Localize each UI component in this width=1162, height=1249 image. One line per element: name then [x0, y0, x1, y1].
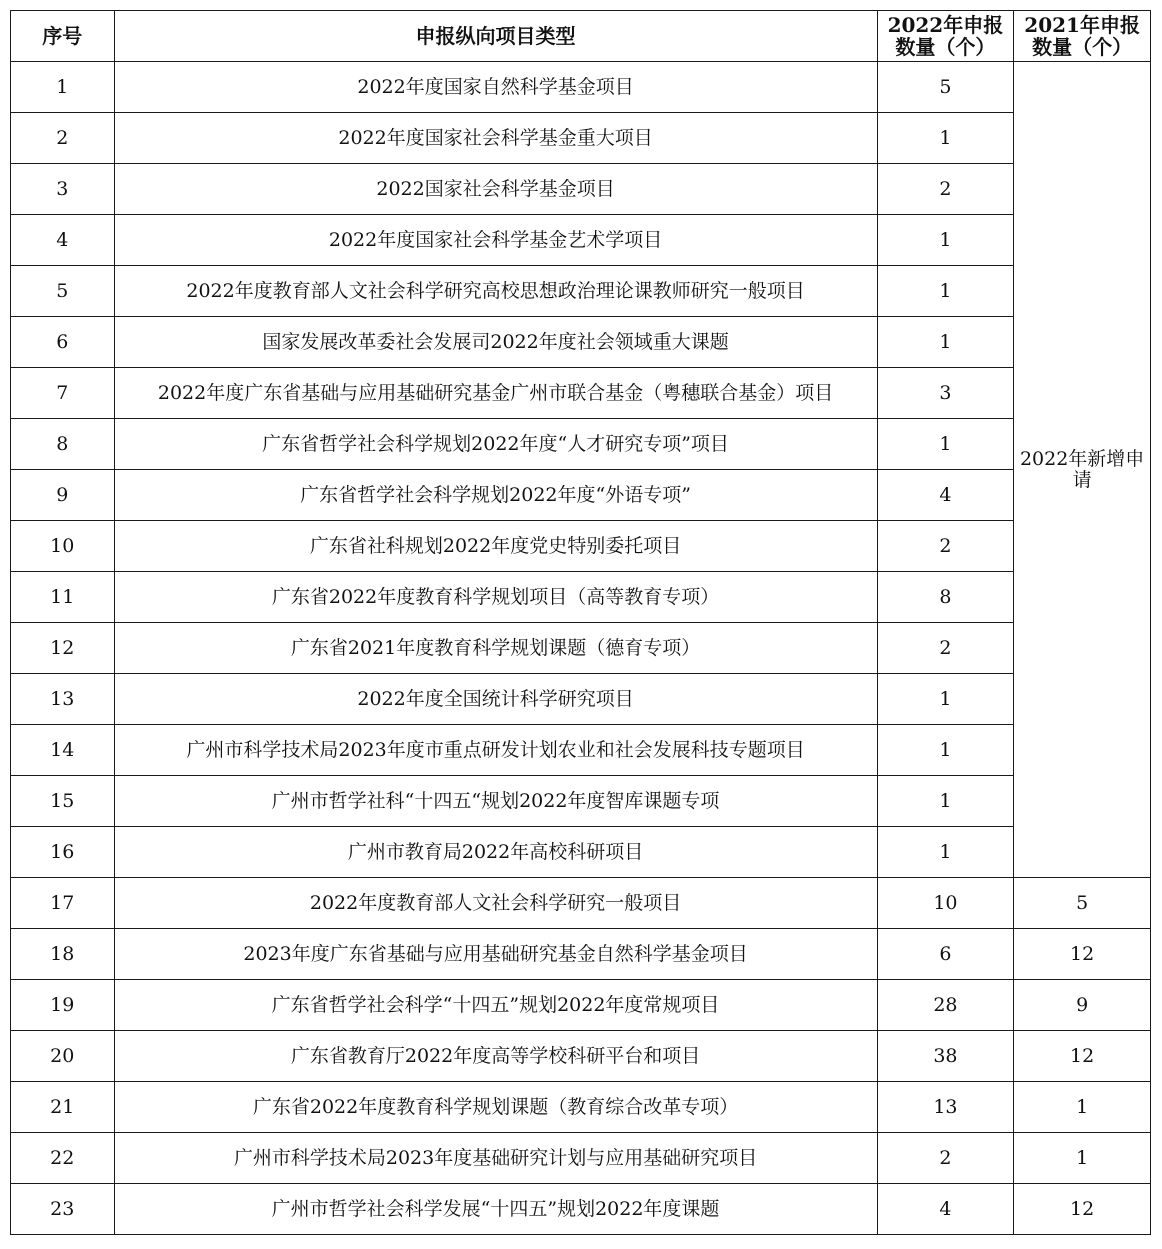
- row-count-2021: 5: [1014, 878, 1151, 929]
- row-index: 10: [11, 521, 115, 572]
- row-count-2022: 38: [877, 1031, 1014, 1082]
- table-row: [11, 419, 1151, 470]
- table-row: [11, 164, 1151, 215]
- row-project-type: 广东省哲学社会科学“十四五”规划2022年度常规项目: [114, 980, 877, 1031]
- row-count-2022: 1: [877, 827, 1014, 878]
- row-project-type: 广东省2021年度教育科学规划课题（德育专项）: [114, 623, 877, 674]
- row-project-type: 2022年度全国统计科学研究项目: [114, 674, 877, 725]
- row-project-type: 广东省2022年度教育科学规划项目（高等教育专项）: [114, 572, 877, 623]
- row-count-2022: 1: [877, 419, 1014, 470]
- row-project-type: 2022年度国家社会科学基金重大项目: [114, 113, 877, 164]
- table-row: [11, 1031, 1151, 1082]
- row-count-2022: 10: [877, 878, 1014, 929]
- header-count-2021: 2021年申报数量（个）: [1014, 11, 1151, 62]
- row-index: 17: [11, 878, 115, 929]
- project-table: [10, 10, 1151, 1235]
- header-count-2022: 2022年申报数量（个）: [877, 11, 1014, 62]
- row-count-2022: 1: [877, 674, 1014, 725]
- table-row: [11, 215, 1151, 266]
- row-project-type: 广州市教育局2022年高校科研项目: [114, 827, 877, 878]
- row-count-2022: 6: [877, 929, 1014, 980]
- row-count-2022: 3: [877, 368, 1014, 419]
- row-index: 20: [11, 1031, 115, 1082]
- row-index: 2: [11, 113, 115, 164]
- merged-new-application-note: 2022年新增申请: [1014, 62, 1151, 878]
- row-project-type: 2022国家社会科学基金项目: [114, 164, 877, 215]
- row-index: 11: [11, 572, 115, 623]
- row-index: 1: [11, 62, 115, 113]
- table-row: [11, 470, 1151, 521]
- row-count-2021: 12: [1014, 1031, 1151, 1082]
- table-body: [11, 62, 1151, 1235]
- row-count-2022: 1: [877, 266, 1014, 317]
- row-project-type: 广东省2022年度教育科学规划课题（教育综合改革专项）: [114, 1082, 877, 1133]
- row-count-2021: 12: [1014, 929, 1151, 980]
- row-count-2022: 5: [877, 62, 1014, 113]
- row-index: 22: [11, 1133, 115, 1184]
- row-project-type: 2022年度国家社会科学基金艺术学项目: [114, 215, 877, 266]
- row-index: 18: [11, 929, 115, 980]
- row-index: 21: [11, 1082, 115, 1133]
- table-row: [11, 1184, 1151, 1235]
- row-count-2022: 1: [877, 215, 1014, 266]
- row-index: 14: [11, 725, 115, 776]
- table-row: [11, 878, 1151, 929]
- row-project-type: 广东省社科规划2022年度党史特别委托项目: [114, 521, 877, 572]
- row-count-2021: 9: [1014, 980, 1151, 1031]
- row-index: 7: [11, 368, 115, 419]
- row-count-2022: 4: [877, 470, 1014, 521]
- row-index: 15: [11, 776, 115, 827]
- row-count-2022: 2: [877, 1133, 1014, 1184]
- row-index: 9: [11, 470, 115, 521]
- row-count-2021: 1: [1014, 1082, 1151, 1133]
- header-type: 申报纵向项目类型: [114, 11, 877, 62]
- table-row: [11, 980, 1151, 1031]
- row-index: 23: [11, 1184, 115, 1235]
- row-project-type: 广州市科学技术局2023年度市重点研发计划农业和社会发展科技专题项目: [114, 725, 877, 776]
- table-row: [11, 623, 1151, 674]
- row-index: 16: [11, 827, 115, 878]
- header-row: [11, 11, 1151, 62]
- table-row: [11, 674, 1151, 725]
- row-project-type: 广州市科学技术局2023年度基础研究计划与应用基础研究项目: [114, 1133, 877, 1184]
- table-row: [11, 266, 1151, 317]
- row-count-2022: 2: [877, 521, 1014, 572]
- row-index: 12: [11, 623, 115, 674]
- table-row: [11, 827, 1151, 878]
- row-project-type: 广州市哲学社会科学发展“十四五”规划2022年度课题: [114, 1184, 877, 1235]
- table-row: [11, 725, 1151, 776]
- table-row: [11, 368, 1151, 419]
- row-project-type: 广州市哲学社科“十四五“规划2022年度智库课题专项: [114, 776, 877, 827]
- row-index: 13: [11, 674, 115, 725]
- table-row: [11, 572, 1151, 623]
- row-project-type: 国家发展改革委社会发展司2022年度社会领域重大课题: [114, 317, 877, 368]
- row-count-2021: 1: [1014, 1133, 1151, 1184]
- table-row: [11, 776, 1151, 827]
- row-count-2022: 13: [877, 1082, 1014, 1133]
- table-row: [11, 62, 1151, 113]
- row-index: 6: [11, 317, 115, 368]
- row-project-type: 2022年度教育部人文社会科学研究一般项目: [114, 878, 877, 929]
- table-row: [11, 113, 1151, 164]
- row-project-type: 2022年度广东省基础与应用基础研究基金广州市联合基金（粤穗联合基金）项目: [114, 368, 877, 419]
- table-row: [11, 317, 1151, 368]
- row-project-type: 2023年度广东省基础与应用基础研究基金自然科学基金项目: [114, 929, 877, 980]
- table-row: [11, 1133, 1151, 1184]
- row-count-2022: 2: [877, 623, 1014, 674]
- row-count-2022: 4: [877, 1184, 1014, 1235]
- row-project-type: 2022年度国家自然科学基金项目: [114, 62, 877, 113]
- row-index: 8: [11, 419, 115, 470]
- row-project-type: 广东省哲学社会科学规划2022年度“外语专项”: [114, 470, 877, 521]
- row-index: 5: [11, 266, 115, 317]
- row-count-2022: 1: [877, 725, 1014, 776]
- table-row: [11, 929, 1151, 980]
- row-count-2022: 8: [877, 572, 1014, 623]
- row-project-type: 广东省哲学社会科学规划2022年度“人才研究专项”项目: [114, 419, 877, 470]
- row-count-2022: 1: [877, 317, 1014, 368]
- row-index: 19: [11, 980, 115, 1031]
- row-count-2022: 1: [877, 113, 1014, 164]
- row-count-2021: 12: [1014, 1184, 1151, 1235]
- header-index: 序号: [11, 11, 115, 62]
- row-count-2022: 28: [877, 980, 1014, 1031]
- table-row: [11, 521, 1151, 572]
- row-count-2022: 2: [877, 164, 1014, 215]
- table-row: [11, 1082, 1151, 1133]
- row-project-type: 2022年度教育部人文社会科学研究高校思想政治理论课教师研究一般项目: [114, 266, 877, 317]
- row-index: 3: [11, 164, 115, 215]
- row-project-type: 广东省教育厅2022年度高等学校科研平台和项目: [114, 1031, 877, 1082]
- row-index: 4: [11, 215, 115, 266]
- row-count-2022: 1: [877, 776, 1014, 827]
